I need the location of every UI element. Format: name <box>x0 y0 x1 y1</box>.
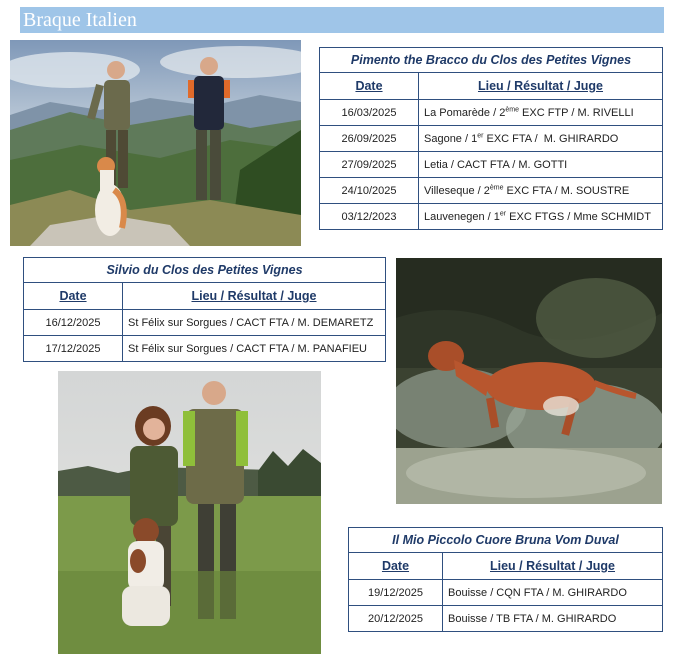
result-text: Bouisse / TB FTA / M. GHIRARDO <box>448 612 617 625</box>
column-header-result: Lieu / Résultat / Juge <box>419 73 663 100</box>
dog-name-title: Il Mio Piccolo Cuore Bruna Vom Duval <box>349 528 663 553</box>
result-text: Lauvenegen / 1 <box>424 210 500 223</box>
ordinal-suffix: ème <box>489 183 504 191</box>
photo-couple-with-dog <box>58 371 321 654</box>
row-result <box>123 310 386 336</box>
row-result <box>419 204 663 230</box>
row-date: 16/12/2025 <box>24 310 123 336</box>
column-header-date: Date <box>24 283 123 310</box>
row-result <box>123 336 386 362</box>
row-result <box>443 580 663 606</box>
column-header-result: Lieu / Résultat / Juge <box>123 283 386 310</box>
row-date: 24/10/2025 <box>320 178 419 204</box>
dog-name-title: Pimento the Bracco du Clos des Petites Vignes <box>320 48 663 73</box>
table-row <box>320 126 663 152</box>
result-text-rest: EXC FTA / M. GHIRARDO <box>483 132 619 145</box>
table-row <box>349 580 663 606</box>
result-text: Villeseque / 2 <box>424 184 490 197</box>
result-text-rest: EXC FTP / M. RIVELLI <box>518 106 634 119</box>
row-date: 17/12/2025 <box>24 336 123 362</box>
result-text: Letia / CACT FTA / M. GOTTI <box>424 158 568 171</box>
row-result <box>419 178 663 204</box>
photo-men-with-dog-mountain <box>10 40 301 246</box>
result-text-rest: EXC FTGS / Mme SCHMIDT <box>506 210 651 223</box>
result-text: Sagone / 1 <box>424 132 478 145</box>
results-table-silvio <box>23 257 386 362</box>
table-row <box>349 606 663 632</box>
table-row <box>320 178 663 204</box>
ordinal-suffix: er <box>477 131 484 139</box>
result-text: Bouisse / CQN FTA / M. GHIRARDO <box>448 586 627 599</box>
row-date: 26/09/2025 <box>320 126 419 152</box>
ordinal-suffix: ème <box>505 105 519 113</box>
row-result <box>419 152 663 178</box>
column-header-result: Lieu / Résultat / Juge <box>443 553 663 580</box>
row-date: 20/12/2025 <box>349 606 443 632</box>
row-result <box>443 606 663 632</box>
result-text-rest: EXC FTA / M. SOUSTRE <box>503 184 630 197</box>
row-date: 03/12/2023 <box>320 204 419 230</box>
table-row <box>24 336 386 362</box>
table-row <box>320 152 663 178</box>
result-text: La Pomarède / 2 <box>424 106 506 119</box>
table-row <box>24 310 386 336</box>
row-date: 16/03/2025 <box>320 100 419 126</box>
ordinal-suffix: er <box>499 209 507 217</box>
result-text: St Félix sur Sorgues / CACT FTA / M. PANAFIEU <box>128 342 367 355</box>
dog-name-title: Silvio du Clos des Petites Vignes <box>24 258 386 283</box>
page-title: Braque Italien <box>23 9 137 31</box>
results-table-pimento <box>319 47 663 230</box>
row-date: 19/12/2025 <box>349 580 443 606</box>
result-text: St Félix sur Sorgues / CACT FTA / M. DEMARETZ <box>128 316 374 329</box>
table-row <box>320 100 663 126</box>
column-header-date: Date <box>349 553 443 580</box>
title-banner <box>20 7 664 33</box>
photo-dog-pointing <box>396 258 662 504</box>
column-header-date: Date <box>320 73 419 100</box>
row-result <box>419 126 663 152</box>
results-table-bruna <box>348 527 663 632</box>
row-result <box>419 100 663 126</box>
row-date: 27/09/2025 <box>320 152 419 178</box>
table-row <box>320 204 663 230</box>
